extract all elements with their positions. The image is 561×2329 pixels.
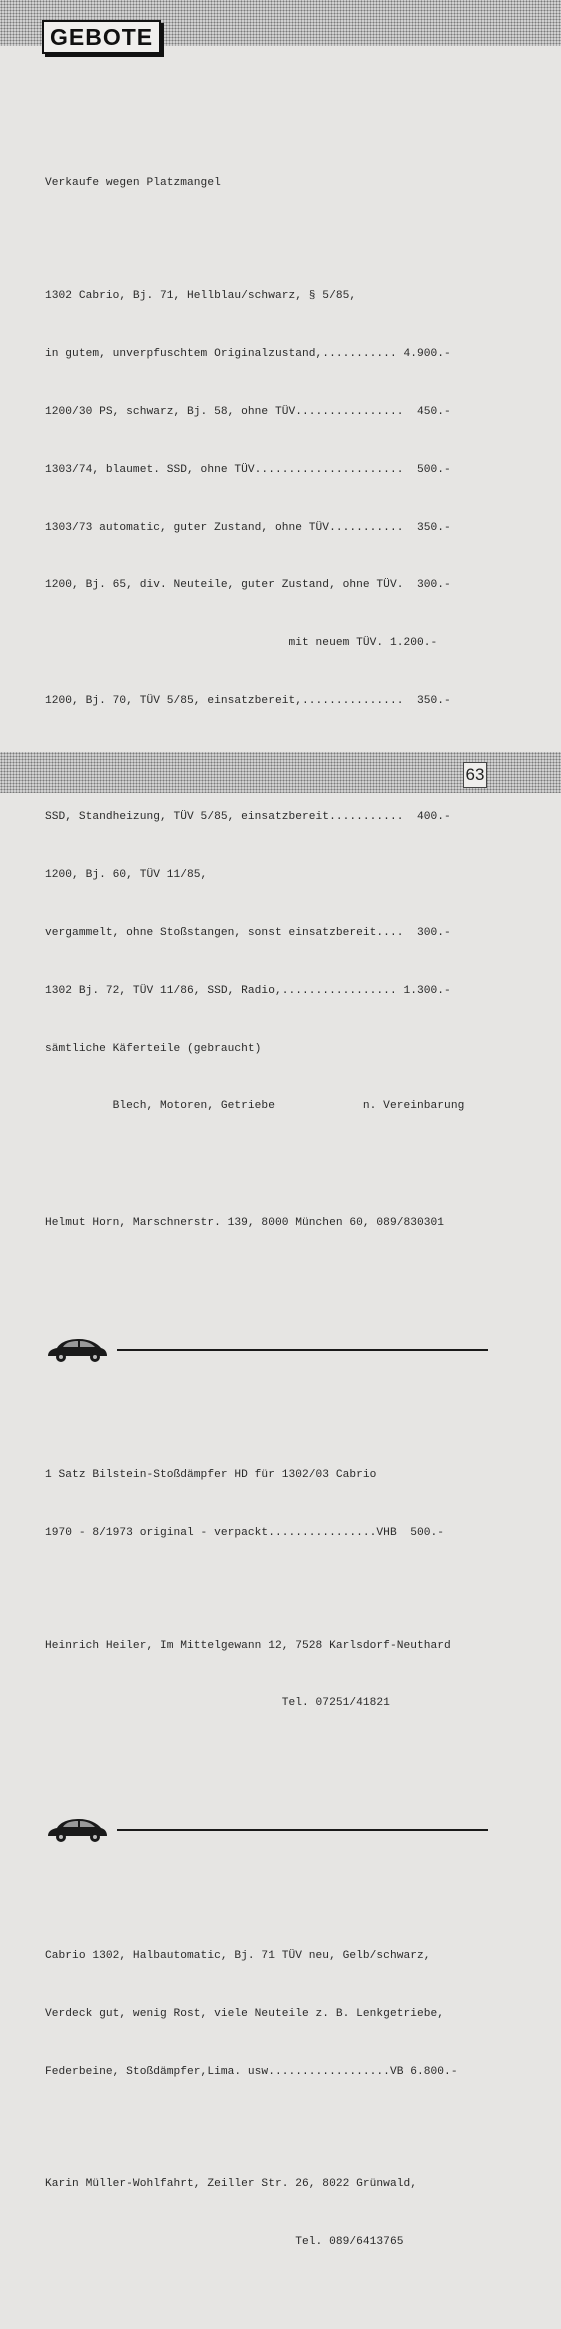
ad-contact: Karin Müller-Wohlfahrt, Zeiller Str. 26, 8022 Grünwald, [45, 2177, 417, 2190]
ad-line: Verkaufe wegen Platzmangel [45, 177, 221, 190]
ad-line: 1200/30 PS, schwarz, Bj. 58, ohne TÜV................ 450.- [45, 405, 451, 418]
ad-line: mit neuem TÜV. 1.200.- [45, 637, 438, 650]
ad-line: in gutem, unverpfuschtem Originalzustand,........... 4.900.- [45, 347, 451, 360]
section-title: GEBOTE [50, 23, 154, 50]
ad-contact-phone: Tel. 07251/41821 [45, 1697, 390, 1710]
ad-line: 1302 Bj. 72, TÜV 11/86, SSD, Radio,................. 1.300.- [45, 984, 451, 997]
blank-line [45, 2120, 495, 2136]
ad-line: 1200, Bj. 70, TÜV 5/85, einsatzbereit,............... 350.- [45, 695, 451, 708]
ad-line: 1303/74, blaumet. SSD, ohne TÜV...................... 500.- [45, 463, 451, 476]
beetle-divider [45, 1814, 495, 1846]
divider-rule [117, 1349, 488, 1351]
vw-beetle-icon [45, 1817, 109, 1843]
divider-rule [117, 1829, 488, 1831]
ad-karin-mueller-wohlfahrt [45, 1908, 495, 2291]
ad-line: 1200, Bj. 65, div. Neuteile, guter Zustand, ohne TÜV. 300.- [45, 579, 451, 592]
ad-line: Blech, Motoren, Getriebe n. Vereinbarung [45, 1100, 465, 1113]
ad-line: SSD, Standheizung, TÜV 5/85, einsatzbereit........... 400.- [45, 810, 451, 823]
ad-helmut-horn [45, 136, 495, 1272]
ad-line: sämtliche Käferteile (gebraucht) [45, 1042, 262, 1055]
page-number: 63 [463, 762, 487, 788]
blank-line [45, 1582, 495, 1598]
ad-line: 1200, Bj. 60, TÜV 11/85, [45, 868, 208, 881]
ad-heinrich-heiler [45, 1428, 495, 1753]
ad-line: vergammelt, ohne Stoßstangen, sonst einsatzbereit.... 300.- [45, 926, 451, 939]
ad-line: 1303/73 automatic, guter Zustand, ohne TÜV........... 350.- [45, 521, 451, 534]
ad-line: Federbeine, Stoßdämpfer,Lima. usw..................VB 6.800.- [45, 2065, 458, 2078]
ad-line: Cabrio 1302, Halbautomatic, Bj. 71 TÜV neu, Gelb/schwarz, [45, 1949, 431, 1962]
ad-contact: Heinrich Heiler, Im Mittelgewann 12, 7528 Karlsdorf-Neuthard [45, 1639, 451, 1652]
ad-contact: Helmut Horn, Marschnerstr. 139, 8000 München 60, 089/830301 [45, 1216, 445, 1229]
blank-line [45, 232, 495, 248]
ad-line: Verdeck gut, wenig Rost, viele Neuteile z. B. Lenkgetriebe, [45, 2007, 445, 2020]
ad-line: 1970 - 8/1973 original - verpackt................VHB 500.- [45, 1527, 445, 1540]
vw-beetle-icon [45, 1337, 109, 1363]
classified-ads [45, 78, 495, 2329]
ad-line: 1302 Cabrio, Bj. 71, Hellblau/schwarz, § 5/85, [45, 289, 357, 302]
ad-contact-phone: Tel. 089/6413765 [45, 2235, 404, 2248]
section-title-box [42, 20, 161, 54]
blank-line [45, 1155, 495, 1175]
ad-line: 1 Satz Bilstein-Stoßdämpfer HD für 1302/03 Cabrio [45, 1469, 377, 1482]
beetle-divider [45, 1334, 495, 1366]
